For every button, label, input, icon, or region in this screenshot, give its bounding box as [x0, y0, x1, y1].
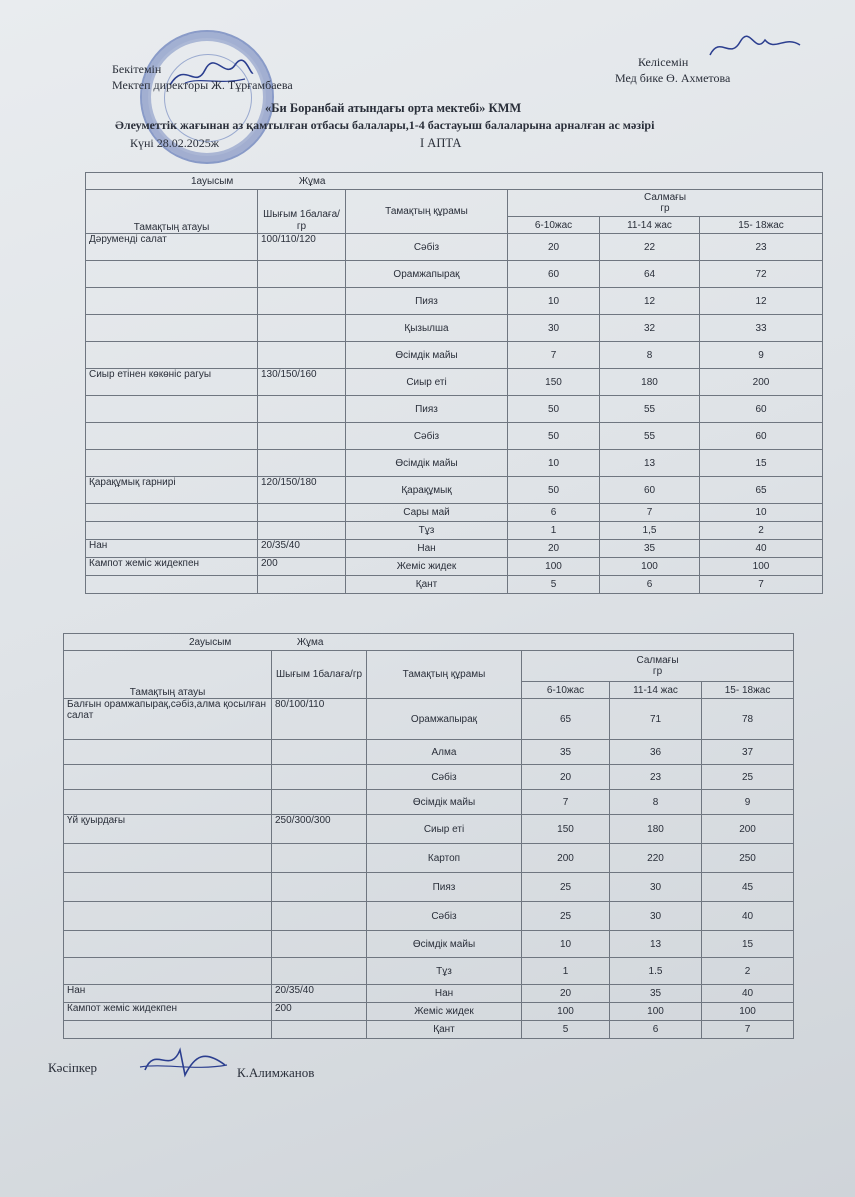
weight-age1-cell: 10 [508, 288, 600, 315]
weight-age2-cell: 8 [600, 342, 700, 369]
weight-age1-cell: 150 [508, 369, 600, 396]
weight-age3-cell: 78 [702, 699, 794, 740]
table-row [64, 985, 794, 1003]
ingredient-cell: Тұз [346, 522, 508, 540]
weight-age2-cell: 55 [600, 396, 700, 423]
ingredient-cell: Сиыр еті [367, 815, 522, 844]
table-row [64, 790, 794, 815]
table-row [86, 396, 823, 423]
ingredient-cell: Нан [367, 985, 522, 1003]
weight-age1-cell: 5 [522, 1021, 610, 1039]
table-row [64, 1021, 794, 1039]
weight-age2-cell: 36 [610, 740, 702, 765]
dish-cell [86, 450, 258, 477]
portion-cell [272, 958, 367, 985]
table-row [86, 450, 823, 477]
dish-cell [64, 844, 272, 873]
col-portion-header: Шығым 1балаға/гр [272, 651, 367, 699]
weight-age1-cell: 60 [508, 261, 600, 288]
shift1-menu-table [85, 172, 823, 594]
dish-cell [64, 931, 272, 958]
col-weight-header [522, 651, 794, 682]
weight-age1-cell: 150 [522, 815, 610, 844]
table-row [86, 558, 823, 576]
weight-age3-cell: 7 [700, 576, 823, 594]
col-age1-header: 6-10жас [522, 682, 610, 699]
ingredient-cell: Сәбіз [367, 765, 522, 790]
weight-age3-cell: 200 [702, 815, 794, 844]
weight-age3-cell: 100 [702, 1003, 794, 1021]
table-row [64, 699, 794, 740]
portion-cell [258, 288, 346, 315]
weight-age3-cell: 65 [700, 477, 823, 504]
portion-cell [258, 423, 346, 450]
ingredient-cell: Орамжапырақ [346, 261, 508, 288]
table-row [64, 958, 794, 985]
weight-age2-cell: 1,5 [600, 522, 700, 540]
agreed-label: Келісемін [638, 55, 689, 69]
ingredient-cell: Пияз [346, 396, 508, 423]
week-label: I АПТА [420, 136, 462, 150]
dish-cell [86, 342, 258, 369]
weight-age2-cell: 8 [610, 790, 702, 815]
portion-cell [272, 765, 367, 790]
ingredient-cell: Өсімдік майы [346, 450, 508, 477]
weight-age2-cell: 64 [600, 261, 700, 288]
weight-age3-cell: 72 [700, 261, 823, 288]
table-row [86, 369, 823, 396]
weight-unit: гр [660, 203, 670, 214]
weight-unit: гр [652, 666, 663, 677]
director-line: Мектеп директоры Ж. Тұрғамбаева [112, 78, 293, 92]
date-line: Күні 28.02.2025ж [130, 136, 220, 150]
weight-age1-cell: 50 [508, 423, 600, 450]
table-row [86, 477, 823, 504]
weight-age3-cell: 45 [702, 873, 794, 902]
shift2-day: Жұма [296, 636, 324, 648]
weight-age3-cell: 60 [700, 423, 823, 450]
portion-cell [258, 396, 346, 423]
dish-cell [64, 902, 272, 931]
ingredient-cell: Қарақұмық [346, 477, 508, 504]
weight-age2-cell: 35 [610, 985, 702, 1003]
weight-age3-cell: 40 [702, 902, 794, 931]
weight-age1-cell: 25 [522, 902, 610, 931]
dish-cell [86, 315, 258, 342]
weight-age3-cell: 23 [700, 234, 823, 261]
weight-age3-cell: 2 [700, 522, 823, 540]
col-portion-header: Шығым 1балаға/гр [258, 190, 346, 234]
shift1-label: 1ауысым [191, 175, 234, 187]
weight-age2-cell: 32 [600, 315, 700, 342]
weight-age1-cell: 200 [522, 844, 610, 873]
entrepreneur-role: Кәсіпкер [48, 1060, 98, 1075]
ingredient-cell: Қызылша [346, 315, 508, 342]
table-row [86, 315, 823, 342]
col-ingredients-header: Тамақтың құрамы [367, 651, 522, 699]
portion-cell [272, 931, 367, 958]
shift2-menu-table [63, 633, 794, 1039]
shift1-day: Жұма [298, 175, 326, 187]
weight-label: Салмағы [644, 192, 687, 203]
weight-age1-cell: 20 [508, 540, 600, 558]
portion-cell [272, 844, 367, 873]
ingredient-cell: Тұз [367, 958, 522, 985]
weight-age1-cell: 5 [508, 576, 600, 594]
shift1-header [86, 173, 823, 190]
menu-subtitle: Әлеуметтік жағынан аз қамтылған отбасы балалары,1-4 бастауыш балаларына арналған ас мәзірі [115, 118, 655, 132]
ingredient-cell: Өсімдік майы [367, 790, 522, 815]
weight-age3-cell: 9 [700, 342, 823, 369]
weight-age1-cell: 100 [508, 558, 600, 576]
table-row [64, 815, 794, 844]
portion-cell [272, 873, 367, 902]
weight-age1-cell: 100 [522, 1003, 610, 1021]
shift2-header [64, 634, 794, 651]
dish-cell [64, 1021, 272, 1039]
weight-age2-cell: 22 [600, 234, 700, 261]
weight-age2-cell: 30 [610, 873, 702, 902]
table-row [64, 873, 794, 902]
portion-cell [258, 342, 346, 369]
dish-cell [86, 423, 258, 450]
col-ingredients-header: Тамақтың құрамы [346, 190, 508, 234]
dish-cell [64, 790, 272, 815]
nurse-line: Мед бике Ө. Ахметова [615, 71, 731, 85]
weight-age2-cell: 6 [610, 1021, 702, 1039]
weight-age3-cell: 12 [700, 288, 823, 315]
weight-age2-cell: 180 [610, 815, 702, 844]
portion-cell [272, 790, 367, 815]
shift2-label: 2ауысым [189, 636, 232, 648]
ingredient-cell: Сәбіз [367, 902, 522, 931]
table-row [86, 576, 823, 594]
entrepreneur-name: К.Алимжанов [237, 1065, 315, 1080]
table-row [64, 740, 794, 765]
dish-cell [86, 504, 258, 522]
portion-cell: 20/35/40 [258, 540, 346, 558]
table-row [86, 261, 823, 288]
weight-age1-cell: 7 [508, 342, 600, 369]
dish-cell: Кампот жеміс жидекпен [86, 558, 258, 576]
weight-age2-cell: 60 [600, 477, 700, 504]
table-row [86, 423, 823, 450]
weight-age3-cell: 37 [702, 740, 794, 765]
dish-cell: Сиыр етінен көкөніс рагуы [86, 369, 258, 396]
dish-cell [64, 873, 272, 902]
col-age1-header: 6-10жас [508, 217, 600, 234]
weight-age1-cell: 20 [522, 985, 610, 1003]
ingredient-cell: Қант [367, 1021, 522, 1039]
ingredient-cell: Картоп [367, 844, 522, 873]
weight-age1-cell: 1 [522, 958, 610, 985]
dish-cell: Дәруменді салат [86, 234, 258, 261]
weight-age1-cell: 7 [522, 790, 610, 815]
portion-cell [258, 504, 346, 522]
portion-cell: 100/110/120 [258, 234, 346, 261]
dish-cell: Қарақұмық гарнирі [86, 477, 258, 504]
ingredient-cell: Пияз [346, 288, 508, 315]
table-row [64, 844, 794, 873]
weight-age2-cell: 100 [610, 1003, 702, 1021]
portion-cell [258, 261, 346, 288]
weight-age3-cell: 25 [702, 765, 794, 790]
ingredient-cell: Қант [346, 576, 508, 594]
weight-age1-cell: 20 [508, 234, 600, 261]
weight-age3-cell: 2 [702, 958, 794, 985]
school-title: «Би Боранбай атындағы орта мектебі» КММ [265, 101, 522, 115]
weight-age3-cell: 200 [700, 369, 823, 396]
weight-age1-cell: 35 [522, 740, 610, 765]
dish-cell: Кампот жеміс жидекпен [64, 1003, 272, 1021]
dish-cell [86, 576, 258, 594]
table-row [86, 288, 823, 315]
table-row [64, 765, 794, 790]
ingredient-cell: Пияз [367, 873, 522, 902]
dish-cell: Нан [64, 985, 272, 1003]
ingredient-cell: Өсімдік майы [346, 342, 508, 369]
entrepreneur-signature [135, 1035, 230, 1085]
ingredient-cell: Сәбіз [346, 423, 508, 450]
dish-cell: Нан [86, 540, 258, 558]
weight-age2-cell: 12 [600, 288, 700, 315]
weight-age2-cell: 13 [610, 931, 702, 958]
portion-cell: 250/300/300 [272, 815, 367, 844]
portion-cell [272, 902, 367, 931]
weight-age2-cell: 35 [600, 540, 700, 558]
portion-cell [258, 450, 346, 477]
table-row [64, 1003, 794, 1021]
weight-age1-cell: 50 [508, 396, 600, 423]
dish-cell [86, 261, 258, 288]
col-weight-header [508, 190, 823, 217]
portion-cell: 200 [258, 558, 346, 576]
weight-age2-cell: 1.5 [610, 958, 702, 985]
table-row [64, 902, 794, 931]
weight-age2-cell: 23 [610, 765, 702, 790]
weight-age3-cell: 100 [700, 558, 823, 576]
ingredient-cell: Нан [346, 540, 508, 558]
portion-cell: 130/150/160 [258, 369, 346, 396]
weight-age1-cell: 10 [508, 450, 600, 477]
weight-age1-cell: 10 [522, 931, 610, 958]
weight-age1-cell: 50 [508, 477, 600, 504]
portion-cell [272, 1021, 367, 1039]
col-age3-header: 15- 18жас [700, 217, 823, 234]
weight-age3-cell: 10 [700, 504, 823, 522]
weight-age3-cell: 40 [702, 985, 794, 1003]
portion-cell [258, 576, 346, 594]
weight-label: Салмағы [636, 655, 679, 666]
weight-age2-cell: 6 [600, 576, 700, 594]
weight-age2-cell: 220 [610, 844, 702, 873]
weight-age3-cell: 40 [700, 540, 823, 558]
table-row [64, 931, 794, 958]
dish-cell [64, 765, 272, 790]
nurse-signature [705, 30, 805, 65]
portion-cell: 20/35/40 [272, 985, 367, 1003]
col-dish-header: Тамақтың атауы [64, 651, 272, 699]
weight-age2-cell: 71 [610, 699, 702, 740]
ingredient-cell: Жеміс жидек [367, 1003, 522, 1021]
weight-age1-cell: 6 [508, 504, 600, 522]
col-dish-header: Тамақтың атауы [86, 190, 258, 234]
weight-age3-cell: 7 [702, 1021, 794, 1039]
weight-age3-cell: 33 [700, 315, 823, 342]
weight-age2-cell: 180 [600, 369, 700, 396]
weight-age1-cell: 25 [522, 873, 610, 902]
weight-age1-cell: 65 [522, 699, 610, 740]
portion-cell [258, 315, 346, 342]
dish-cell [64, 740, 272, 765]
dish-cell [86, 522, 258, 540]
weight-age3-cell: 15 [700, 450, 823, 477]
portion-cell [272, 740, 367, 765]
ingredient-cell: Алма [367, 740, 522, 765]
ingredient-cell: Сиыр еті [346, 369, 508, 396]
weight-age3-cell: 60 [700, 396, 823, 423]
weight-age2-cell: 13 [600, 450, 700, 477]
weight-age1-cell: 1 [508, 522, 600, 540]
portion-cell: 120/150/180 [258, 477, 346, 504]
ingredient-cell: Сәбіз [346, 234, 508, 261]
table-row [86, 504, 823, 522]
table-row [86, 540, 823, 558]
ingredient-cell: Жеміс жидек [346, 558, 508, 576]
table-row [86, 234, 823, 261]
approved-label: Бекітемін [112, 62, 162, 76]
weight-age2-cell: 55 [600, 423, 700, 450]
dish-cell [64, 958, 272, 985]
weight-age3-cell: 9 [702, 790, 794, 815]
portion-cell [258, 522, 346, 540]
col-age2-header: 11-14 жас [600, 217, 700, 234]
dish-cell: Балғын орамжапырақ,сәбіз,алма қосылған салат [64, 699, 272, 740]
ingredient-cell: Сары май [346, 504, 508, 522]
ingredient-cell: Орамжапырақ [367, 699, 522, 740]
weight-age2-cell: 7 [600, 504, 700, 522]
dish-cell [86, 396, 258, 423]
weight-age1-cell: 30 [508, 315, 600, 342]
portion-cell: 200 [272, 1003, 367, 1021]
ingredient-cell: Өсімдік майы [367, 931, 522, 958]
col-age3-header: 15- 18жас [702, 682, 794, 699]
portion-cell: 80/100/110 [272, 699, 367, 740]
table-row [86, 522, 823, 540]
weight-age3-cell: 15 [702, 931, 794, 958]
weight-age3-cell: 250 [702, 844, 794, 873]
dish-cell [86, 288, 258, 315]
weight-age2-cell: 100 [600, 558, 700, 576]
weight-age1-cell: 20 [522, 765, 610, 790]
weight-age2-cell: 30 [610, 902, 702, 931]
col-age2-header: 11-14 жас [610, 682, 702, 699]
dish-cell: Үй қуырдағы [64, 815, 272, 844]
table-row [86, 342, 823, 369]
